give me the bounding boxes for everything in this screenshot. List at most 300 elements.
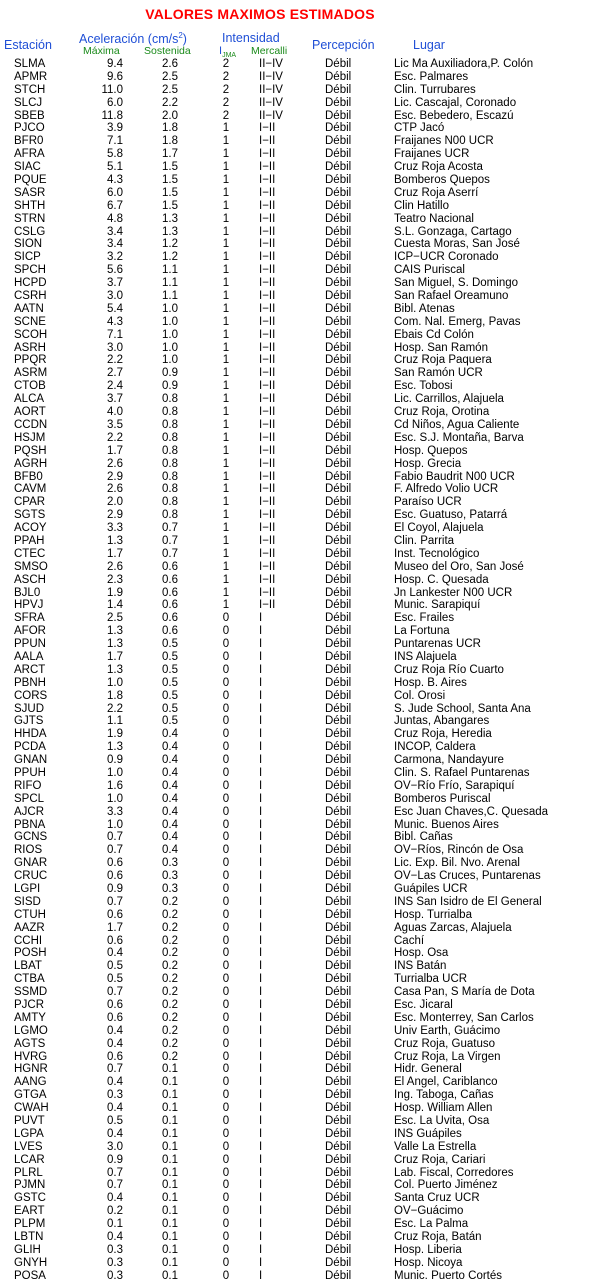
perception-cell: Débil xyxy=(325,676,352,689)
sustained-acceleration-cell: 0.4 xyxy=(162,779,178,792)
perception-cell: Débil xyxy=(325,934,352,947)
max-acceleration-cell: 5.1 xyxy=(107,161,123,174)
mercalli-intensity-cell: I xyxy=(259,1205,263,1218)
sustained-acceleration-cell: 0.6 xyxy=(162,612,178,625)
table-row xyxy=(0,393,590,406)
sustained-acceleration-cell: 0.1 xyxy=(162,1218,178,1231)
sustained-acceleration-cell: 0.1 xyxy=(162,1089,178,1102)
perception-cell: Débil xyxy=(325,792,352,805)
station-cell: HCPD xyxy=(14,277,47,290)
perception-cell: Débil xyxy=(325,947,352,960)
station-cell: AMTY xyxy=(14,1011,46,1024)
ijma-intensity-cell: 1 xyxy=(222,534,230,547)
mercalli-intensity-cell: I xyxy=(259,650,263,663)
ijma-intensity-cell: 0 xyxy=(222,986,230,999)
table-row xyxy=(0,664,590,677)
table-row xyxy=(0,574,590,587)
table-row xyxy=(0,1231,590,1244)
perception-cell: Débil xyxy=(325,186,352,199)
ijma-intensity-cell: 0 xyxy=(222,805,230,818)
sustained-acceleration-cell: 0.9 xyxy=(162,367,178,380)
sustained-acceleration-cell: 0.4 xyxy=(162,792,178,805)
mercalli-intensity-cell: I−II xyxy=(259,290,276,303)
max-acceleration-cell: 2.2 xyxy=(107,702,123,715)
max-acceleration-cell: 0.3 xyxy=(107,1269,123,1282)
max-acceleration-cell: 0.7 xyxy=(107,1179,123,1192)
perception-cell: Débil xyxy=(325,161,352,174)
table-row xyxy=(0,1051,590,1064)
location-cell: Hosp. Grecia xyxy=(394,457,462,470)
max-acceleration-cell: 0.4 xyxy=(107,1192,123,1205)
ijma-intensity-cell: 1 xyxy=(222,418,230,431)
header-aceleracion-text: Aceleración (cm/s xyxy=(79,32,179,47)
station-cell: CPAR xyxy=(14,496,46,509)
perception-cell: Débil xyxy=(325,650,352,663)
ijma-intensity-cell: 0 xyxy=(222,1231,230,1244)
station-cell: PLRL xyxy=(14,1166,43,1179)
table-row xyxy=(0,71,590,84)
header-ijma-sub: JMA xyxy=(222,52,237,60)
max-acceleration-cell: 0.3 xyxy=(107,1256,123,1269)
perception-cell: Débil xyxy=(325,1076,352,1089)
perception-cell: Débil xyxy=(325,818,352,831)
table-row xyxy=(0,290,590,303)
sustained-acceleration-cell: 0.5 xyxy=(162,676,178,689)
location-cell: Com. Nal. Emerg, Pavas xyxy=(394,315,521,328)
location-cell: Lic Ma Auxiliadora,P. Colón xyxy=(394,58,534,70)
sustained-acceleration-cell: 0.2 xyxy=(162,986,178,999)
station-cell: SISD xyxy=(14,895,41,908)
perception-cell: Débil xyxy=(325,122,352,135)
sustained-acceleration-cell: 0.4 xyxy=(162,766,178,779)
station-cell: ASCH xyxy=(14,573,46,586)
sustained-acceleration-cell: 0.2 xyxy=(162,895,178,908)
station-cell: ASRM xyxy=(14,367,48,380)
sustained-acceleration-cell: 2.0 xyxy=(162,109,178,122)
max-acceleration-cell: 1.7 xyxy=(107,444,123,457)
perception-cell: Débil xyxy=(325,96,352,109)
location-cell: Lic. Exp. Bil. Nvo. Arenal xyxy=(394,857,520,870)
header-aceleracion-exp: 2 xyxy=(178,31,183,40)
station-cell: PCDA xyxy=(14,741,46,754)
table-row xyxy=(0,1167,590,1180)
sustained-acceleration-cell: 0.1 xyxy=(162,1140,178,1153)
max-acceleration-cell: 2.3 xyxy=(107,573,123,586)
sustained-acceleration-cell: 2.5 xyxy=(162,83,178,96)
ijma-intensity-cell: 0 xyxy=(222,1024,230,1037)
location-cell: Hosp. C. Quesada xyxy=(394,573,489,586)
perception-cell: Débil xyxy=(325,663,352,676)
station-cell: ARCT xyxy=(14,663,46,676)
table-row xyxy=(0,548,590,561)
max-acceleration-cell: 5.6 xyxy=(107,264,123,277)
station-cell: GCNS xyxy=(14,831,48,844)
mercalli-intensity-cell: II−IV xyxy=(259,58,283,70)
station-cell: PJMN xyxy=(14,1179,46,1192)
sustained-acceleration-cell: 0.1 xyxy=(162,1063,178,1076)
perception-cell: Débil xyxy=(325,302,352,315)
ijma-intensity-cell: 0 xyxy=(222,741,230,754)
perception-cell: Débil xyxy=(325,393,352,406)
sustained-acceleration-cell: 1.8 xyxy=(162,122,178,135)
perception-cell: Débil xyxy=(325,857,352,870)
mercalli-intensity-cell: I−II xyxy=(259,380,276,393)
mercalli-intensity-cell: I xyxy=(259,1166,263,1179)
ijma-intensity-cell: 0 xyxy=(222,1011,230,1024)
station-cell: PPUH xyxy=(14,766,46,779)
max-acceleration-cell: 2.6 xyxy=(107,560,123,573)
ijma-intensity-cell: 1 xyxy=(222,238,230,251)
location-cell: ICP−UCR Coronado xyxy=(394,251,499,264)
station-cell: HGNR xyxy=(14,1063,48,1076)
ijma-intensity-cell: 0 xyxy=(222,676,230,689)
station-cell: SHTH xyxy=(14,199,46,212)
ijma-intensity-cell: 0 xyxy=(222,818,230,831)
table-row xyxy=(0,432,590,445)
mercalli-intensity-cell: I−II xyxy=(259,251,276,264)
max-acceleration-cell: 1.7 xyxy=(107,650,123,663)
ijma-intensity-cell: 1 xyxy=(222,586,230,599)
mercalli-intensity-cell: I−II xyxy=(259,341,276,354)
max-acceleration-cell: 0.9 xyxy=(107,1153,123,1166)
location-cell: Hosp. B. Aires xyxy=(394,676,467,689)
ijma-intensity-cell: 0 xyxy=(222,612,230,625)
table-row xyxy=(0,522,590,535)
mercalli-intensity-cell: I xyxy=(259,1153,263,1166)
station-cell: PBNH xyxy=(14,676,46,689)
station-cell: CRUC xyxy=(14,870,48,883)
table-row xyxy=(0,1179,590,1192)
station-cell: AALA xyxy=(14,650,44,663)
perception-cell: Débil xyxy=(325,109,352,122)
location-cell: Bibl. Cañas xyxy=(394,831,453,844)
perception-cell: Débil xyxy=(325,1231,352,1244)
header-percepcion: Percepción xyxy=(312,38,375,52)
perception-cell: Débil xyxy=(325,895,352,908)
location-cell: Univ Earth, Guácimo xyxy=(394,1024,501,1037)
location-cell: Fraijanes N00 UCR xyxy=(394,135,494,148)
max-acceleration-cell: 2.6 xyxy=(107,483,123,496)
perception-cell: Débil xyxy=(325,251,352,264)
table-row xyxy=(0,1270,590,1283)
location-cell: Hosp. Turrialba xyxy=(394,908,472,921)
table-row xyxy=(0,922,590,935)
location-cell: Museo del Oro, San José xyxy=(394,560,524,573)
perception-cell: Débil xyxy=(325,702,352,715)
max-acceleration-cell: 0.6 xyxy=(107,934,123,947)
station-cell: LBAT xyxy=(14,960,42,973)
ijma-intensity-cell: 1 xyxy=(222,406,230,419)
sustained-acceleration-cell: 0.1 xyxy=(162,1243,178,1256)
perception-cell: Débil xyxy=(325,1127,352,1140)
sustained-acceleration-cell: 0.2 xyxy=(162,1037,178,1050)
station-cell: PPQR xyxy=(14,354,47,367)
location-cell: Bomberos Quepos xyxy=(394,174,490,187)
location-cell: Hosp. San Ramón xyxy=(394,341,488,354)
perception-cell: Débil xyxy=(325,135,352,148)
station-cell: STRN xyxy=(14,212,46,225)
perception-cell: Débil xyxy=(325,805,352,818)
ijma-intensity-cell: 2 xyxy=(222,96,230,109)
sustained-acceleration-cell: 0.5 xyxy=(162,715,178,728)
location-cell: Paraíso UCR xyxy=(394,496,462,509)
max-acceleration-cell: 0.6 xyxy=(107,999,123,1012)
sustained-acceleration-cell: 1.3 xyxy=(162,225,178,238)
ijma-intensity-cell: 0 xyxy=(222,947,230,960)
ijma-intensity-cell: 1 xyxy=(222,315,230,328)
ijma-intensity-cell: 1 xyxy=(222,380,230,393)
location-cell: Cruz Roja, Batán xyxy=(394,1231,482,1244)
ijma-intensity-cell: 0 xyxy=(222,1179,230,1192)
perception-cell: Débil xyxy=(325,908,352,921)
max-acceleration-cell: 0.4 xyxy=(107,1127,123,1140)
mercalli-intensity-cell: I−II xyxy=(259,212,276,225)
location-cell: Puntarenas UCR xyxy=(394,638,481,651)
mercalli-intensity-cell: I xyxy=(259,1218,263,1231)
mercalli-intensity-cell: I−II xyxy=(259,444,276,457)
station-cell: SLCJ xyxy=(14,96,43,109)
sustained-acceleration-cell: 0.1 xyxy=(162,1127,178,1140)
max-acceleration-cell: 3.7 xyxy=(107,277,123,290)
mercalli-intensity-cell: I xyxy=(259,625,263,638)
mercalli-intensity-cell: I xyxy=(259,741,263,754)
perception-cell: Débil xyxy=(325,483,352,496)
location-cell: Clin. Parrita xyxy=(394,534,455,547)
station-cell: PPUN xyxy=(14,638,46,651)
header-estacion: Estación xyxy=(4,38,52,52)
max-acceleration-cell: 2.5 xyxy=(107,612,123,625)
sustained-acceleration-cell: 0.8 xyxy=(162,444,178,457)
perception-cell: Débil xyxy=(325,766,352,779)
location-cell: Esc. La Uvita, Osa xyxy=(394,1115,490,1128)
table-row xyxy=(0,380,590,393)
header-aceleracion xyxy=(79,31,187,46)
sustained-acceleration-cell: 0.5 xyxy=(162,638,178,651)
location-cell: CTP Jacó xyxy=(394,122,445,135)
max-acceleration-cell: 0.3 xyxy=(107,1243,123,1256)
ijma-intensity-cell: 0 xyxy=(222,1153,230,1166)
table-row xyxy=(0,406,590,419)
ijma-intensity-cell: 1 xyxy=(222,354,230,367)
station-cell: HPVJ xyxy=(14,599,44,612)
ijma-intensity-cell: 0 xyxy=(222,715,230,728)
max-acceleration-cell: 9.6 xyxy=(107,70,123,83)
mercalli-intensity-cell: I−II xyxy=(259,367,276,380)
station-cell: HVRG xyxy=(14,1050,48,1063)
max-acceleration-cell: 9.4 xyxy=(107,58,123,70)
mercalli-intensity-cell: I xyxy=(259,1050,263,1063)
perception-cell: Débil xyxy=(325,148,352,161)
max-acceleration-cell: 1.7 xyxy=(107,921,123,934)
table-row xyxy=(0,509,590,522)
station-cell: SION xyxy=(14,238,43,251)
station-cell: LGPA xyxy=(14,1127,44,1140)
location-cell: Munic. Puerto Cortés xyxy=(394,1269,503,1282)
perception-cell: Débil xyxy=(325,1115,352,1128)
max-acceleration-cell: 1.4 xyxy=(107,599,123,612)
station-cell: SASR xyxy=(14,186,46,199)
ijma-intensity-cell: 1 xyxy=(222,483,230,496)
max-acceleration-cell: 1.3 xyxy=(107,741,123,754)
perception-cell: Débil xyxy=(325,1256,352,1269)
table-row xyxy=(0,458,590,471)
station-cell: POSH xyxy=(14,947,47,960)
max-acceleration-cell: 0.4 xyxy=(107,1037,123,1050)
sustained-acceleration-cell: 0.8 xyxy=(162,457,178,470)
perception-cell: Débil xyxy=(325,315,352,328)
perception-cell: Débil xyxy=(325,599,352,612)
station-cell: ALCA xyxy=(14,393,45,406)
perception-cell: Débil xyxy=(325,470,352,483)
max-acceleration-cell: 3.5 xyxy=(107,418,123,431)
sustained-acceleration-cell: 0.6 xyxy=(162,625,178,638)
perception-cell: Débil xyxy=(325,1153,352,1166)
header-ijma-i: I xyxy=(219,45,223,57)
max-acceleration-cell: 0.7 xyxy=(107,1063,123,1076)
table-row xyxy=(0,264,590,277)
max-acceleration-cell: 7.1 xyxy=(107,135,123,148)
max-acceleration-cell: 1.7 xyxy=(107,547,123,560)
table-row xyxy=(0,1025,590,1038)
ijma-intensity-cell: 0 xyxy=(222,638,230,651)
station-cell: PJCO xyxy=(14,122,45,135)
mercalli-intensity-cell: I xyxy=(259,1089,263,1102)
ijma-intensity-cell: 1 xyxy=(222,135,230,148)
table-row xyxy=(0,973,590,986)
location-cell: Cachí xyxy=(394,934,425,947)
location-cell: Clin. S. Rafael Puntarenas xyxy=(394,766,530,779)
table-row xyxy=(0,1257,590,1270)
location-cell: Cruz Roja, Cariari xyxy=(394,1153,486,1166)
header-aceleracion-close: ) xyxy=(182,32,187,47)
max-acceleration-cell: 1.9 xyxy=(107,728,123,741)
ijma-intensity-cell: 0 xyxy=(222,766,230,779)
table-row xyxy=(0,1141,590,1154)
sustained-acceleration-cell: 0.1 xyxy=(162,1192,178,1205)
location-cell: Jn Lankester N00 UCR xyxy=(394,586,513,599)
perception-cell: Débil xyxy=(325,1037,352,1050)
mercalli-intensity-cell: I xyxy=(259,857,263,870)
sustained-acceleration-cell: 0.1 xyxy=(162,1179,178,1192)
location-cell: OV−Guácimo xyxy=(394,1205,464,1218)
table-row xyxy=(0,354,590,367)
location-cell: Esc. Guatuso, Patarrá xyxy=(394,509,508,522)
table-row xyxy=(0,728,590,741)
perception-cell: Débil xyxy=(325,1243,352,1256)
mercalli-intensity-cell: I−II xyxy=(259,302,276,315)
sustained-acceleration-cell: 0.6 xyxy=(162,586,178,599)
table-row xyxy=(0,238,590,251)
max-acceleration-cell: 0.4 xyxy=(107,947,123,960)
mercalli-intensity-cell: I−II xyxy=(259,509,276,522)
mercalli-intensity-cell: I−II xyxy=(259,199,276,212)
table-row xyxy=(0,1205,590,1218)
perception-cell: Débil xyxy=(325,1011,352,1024)
max-acceleration-cell: 0.2 xyxy=(107,1205,123,1218)
ijma-intensity-cell: 1 xyxy=(222,573,230,586)
station-cell: ACOY xyxy=(14,522,47,535)
perception-cell: Débil xyxy=(325,831,352,844)
station-cell: GTGA xyxy=(14,1089,47,1102)
table-row xyxy=(0,638,590,651)
max-acceleration-cell: 2.2 xyxy=(107,431,123,444)
station-cell: EART xyxy=(14,1205,45,1218)
table-row xyxy=(0,999,590,1012)
location-cell: Casa Pan, S María de Dota xyxy=(394,986,535,999)
ijma-intensity-cell: 0 xyxy=(222,1140,230,1153)
table-row xyxy=(0,496,590,509)
table-row xyxy=(0,960,590,973)
station-cell: HSJM xyxy=(14,431,46,444)
max-acceleration-cell: 1.9 xyxy=(107,586,123,599)
mercalli-intensity-cell: I xyxy=(259,702,263,715)
location-cell: Esc. Palmares xyxy=(394,70,469,83)
location-cell: Santa Cruz UCR xyxy=(394,1192,480,1205)
ijma-intensity-cell: 1 xyxy=(222,174,230,187)
ijma-intensity-cell: 0 xyxy=(222,934,230,947)
perception-cell: Débil xyxy=(325,1192,352,1205)
station-cell: SICP xyxy=(14,251,41,264)
perception-cell: Débil xyxy=(325,560,352,573)
location-cell: Cruz Roja Río Cuarto xyxy=(394,663,504,676)
mercalli-intensity-cell: I xyxy=(259,1102,263,1115)
table-row xyxy=(0,844,590,857)
ijma-intensity-cell: 1 xyxy=(222,186,230,199)
ijma-intensity-cell: 0 xyxy=(222,1218,230,1231)
header-sostenida: Sostenida xyxy=(144,45,191,57)
ijma-intensity-cell: 0 xyxy=(222,1192,230,1205)
station-cell: CAVM xyxy=(14,483,47,496)
location-cell: Bibl. Atenas xyxy=(394,302,455,315)
table-row xyxy=(0,677,590,690)
table-row xyxy=(0,367,590,380)
mercalli-intensity-cell: I−II xyxy=(259,264,276,277)
table-row xyxy=(0,1089,590,1102)
max-acceleration-cell: 1.3 xyxy=(107,625,123,638)
sustained-acceleration-cell: 0.2 xyxy=(162,1050,178,1063)
mercalli-intensity-cell: I−II xyxy=(259,225,276,238)
ijma-intensity-cell: 1 xyxy=(222,264,230,277)
ijma-intensity-cell: 0 xyxy=(222,702,230,715)
max-acceleration-cell: 0.4 xyxy=(107,1231,123,1244)
station-cell: LGMO xyxy=(14,1024,48,1037)
max-acceleration-cell: 1.0 xyxy=(107,818,123,831)
mercalli-intensity-cell: I xyxy=(259,1179,263,1192)
max-acceleration-cell: 0.4 xyxy=(107,1102,123,1115)
mercalli-intensity-cell: I−II xyxy=(259,547,276,560)
mercalli-intensity-cell: I−II xyxy=(259,174,276,187)
ijma-intensity-cell: 0 xyxy=(222,857,230,870)
table-row xyxy=(0,587,590,600)
max-acceleration-cell: 11.8 xyxy=(101,109,123,122)
location-cell: Cruz Roja, Guatuso xyxy=(394,1037,495,1050)
max-acceleration-cell: 0.6 xyxy=(107,857,123,870)
max-acceleration-cell: 2.9 xyxy=(107,470,123,483)
sustained-acceleration-cell: 0.3 xyxy=(162,857,178,870)
mercalli-intensity-cell: I xyxy=(259,870,263,883)
station-cell: AORT xyxy=(14,406,46,419)
ijma-intensity-cell: 0 xyxy=(222,1089,230,1102)
table-row xyxy=(0,148,590,161)
station-cell: GJTS xyxy=(14,715,44,728)
perception-cell: Débil xyxy=(325,741,352,754)
max-acceleration-cell: 2.2 xyxy=(107,354,123,367)
ijma-intensity-cell: 0 xyxy=(222,883,230,895)
ijma-intensity-cell: 1 xyxy=(222,496,230,509)
table-row xyxy=(0,342,590,355)
ijma-intensity-cell: 1 xyxy=(222,560,230,573)
perception-cell: Débil xyxy=(325,328,352,341)
